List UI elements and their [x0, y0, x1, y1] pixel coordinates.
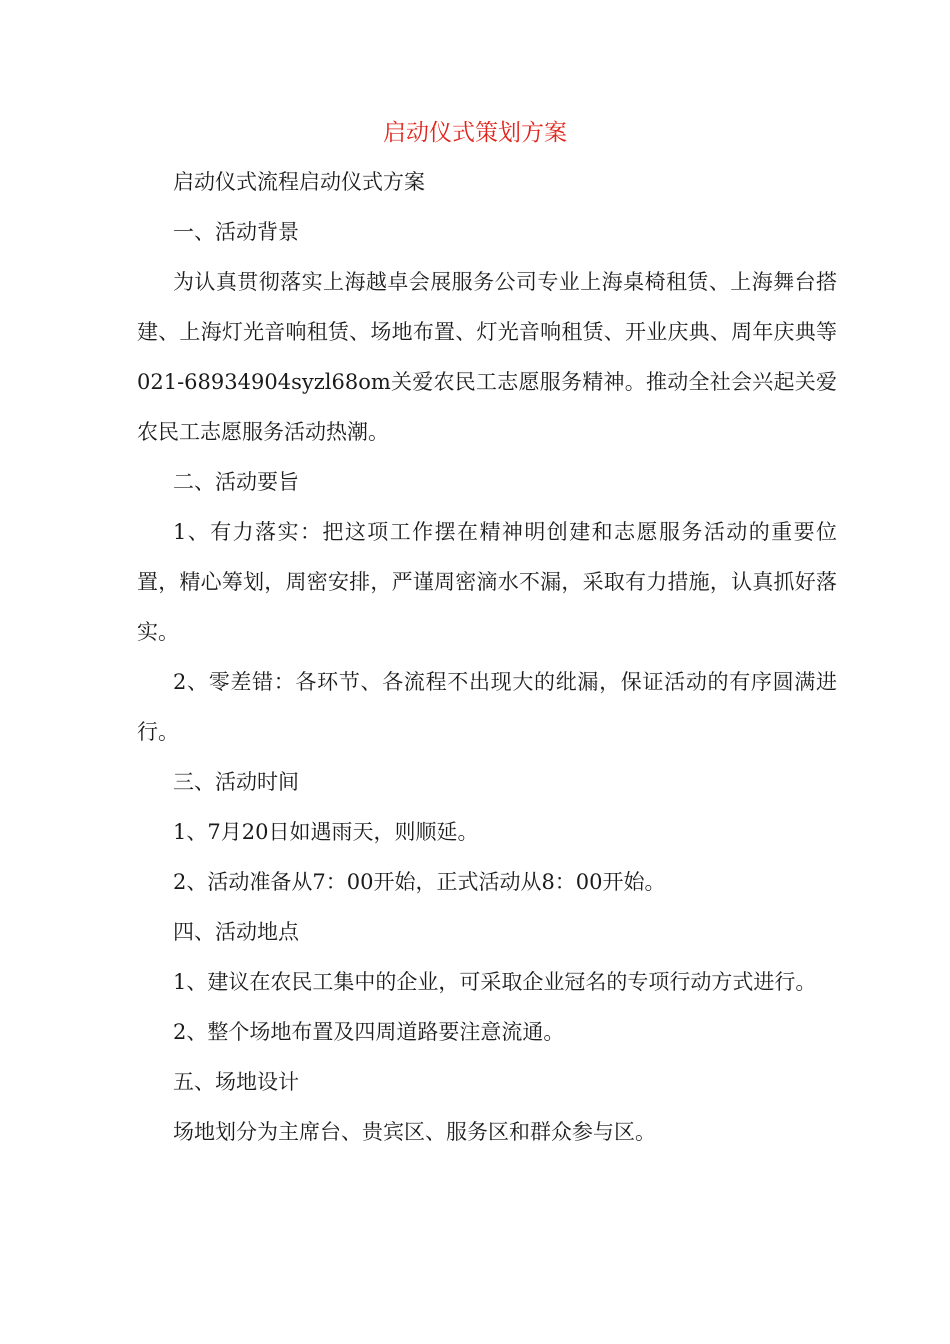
- time-item-1: 1、7月20日如遇雨天，则顺延。: [173, 820, 479, 844]
- background-paragraph: 为认真贯彻落实上海越卓会展服务公司专业上海桌椅租赁、上海舞台搭建、上海灯光音响租赁、场地布置、灯光音响租赁、开业庆典、周年庆典等021-68934904syzl68om关爱农民工志愿服务精神。推动全社会兴起关爱农民工志愿服务活动热潮。: [137, 270, 837, 444]
- time-item-2: 2、活动准备从7：00开始，正式活动从8：00开始。: [173, 870, 666, 894]
- section-heading-time: 三、活动时间: [173, 770, 299, 794]
- section-heading-background: 一、活动背景: [173, 220, 299, 244]
- document-title: 启动仪式策划方案: [383, 120, 567, 146]
- purpose-item-2: 2、零差错：各环节、各流程不出现大的纰漏，保证活动的有序圆满进行。: [137, 670, 837, 744]
- purpose-item-1: 1、有力落实：把这项工作摆在精神明创建和志愿服务活动的重要位置，精心筹划，周密安排，严谨周密滴水不漏，采取有力措施，认真抓好落实。: [137, 520, 837, 644]
- section-heading-venue: 五、场地设计: [173, 1070, 299, 1094]
- subtitle-paragraph: 启动仪式流程启动仪式方案: [173, 170, 425, 194]
- section-heading-purpose: 二、活动要旨: [173, 470, 299, 494]
- location-item-2: 2、整个场地布置及四周道路要注意流通。: [173, 1020, 565, 1044]
- location-item-1: 1、建议在农民工集中的企业，可采取企业冠名的专项行动方式进行。: [173, 970, 817, 994]
- venue-paragraph: 场地划分为主席台、贵宾区、服务区和群众参与区。: [173, 1120, 656, 1144]
- document-body: [137, 157, 837, 1157]
- section-heading-location: 四、活动地点: [173, 920, 299, 944]
